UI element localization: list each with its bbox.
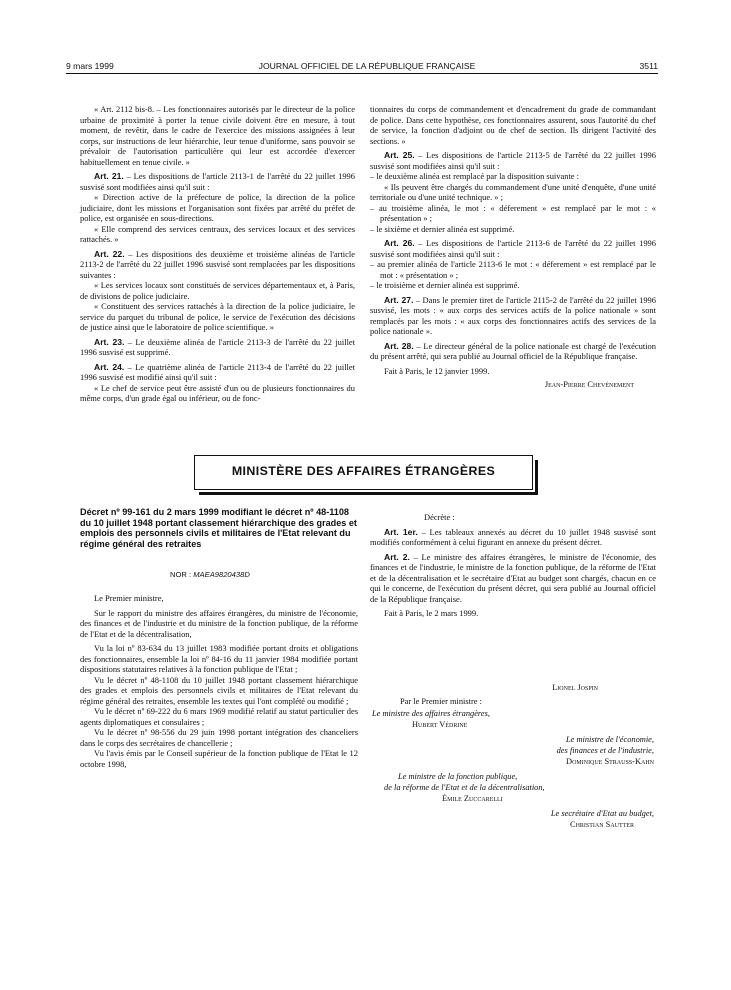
par-le-premier-ministre: Par le Premier ministre :: [400, 697, 482, 706]
ministry-heading-box: [194, 455, 533, 490]
header-journal-title: JOURNAL OFFICIEL DE LA RÉPUBLIQUE FRANÇAISE: [258, 61, 476, 71]
visa-paragraph: Vu le décret nº 98-556 du 29 juin 1998 portant intégration des chanceliers dans le corps des secrétaires de chancellerie ;: [80, 727, 358, 748]
header-rule: [66, 73, 658, 74]
article-text: – Les tableaux annexés au décret du 10 juillet 1948 susvisé sont modifiés conformément à celui figurant en annexe du présent décret.: [370, 526, 656, 547]
signature-strauss-kahn: Dominique Strauss-Kahn: [566, 757, 654, 766]
secretary-budget-title: Le secrétaire d'Etat au budget,: [550, 809, 654, 818]
article-label: Art. 1er.: [384, 526, 418, 537]
top-right-column: [370, 104, 656, 390]
header-date: 9 mars 1999: [66, 61, 114, 71]
list-item: – le sixième et dernier alinéa est supprimé.: [370, 224, 656, 235]
list-item: – le deuxième alinéa est remplacé par la disposition suivante :: [370, 171, 656, 182]
bottom-left-column: [80, 593, 358, 769]
article-label: Art. 28.: [384, 340, 414, 351]
minister-economy-title-line2: des finances et de l'industrie,: [556, 746, 654, 755]
visa-paragraph: Vu l'avis émis par le Conseil supérieur de la fonction publique de l'Etat le 12 octobre 1998,: [80, 748, 358, 769]
paragraph: tionnaires du corps de commandement et d'encadrement du grade de commandant de police. Dans cette hypothèse, ces fonctionnaires assurent, sous l'autorité du chef de service, la fonction d'adjoint ou de chef de section. Ils dirigent l'activité des sections. »: [370, 104, 656, 146]
paragraph: « Art. 2112 bis-8. – Les fonctionnaires autorisés par le directeur de la police urbaine de proximité à porter la tenue civile doivent être en mesure, à tout moment, de revêtir, dans le cadre de l'exercice des missions assignées à leur corps, sur instructions de leur hiérarchie, leur tenue d'uniforme, sans pouvoir se prévaloir de l'autorisation particulière qui leur est accordée d'exercer habituellement en tenue civile. »: [80, 104, 355, 167]
signature-vedrine: Hubert Védrine: [412, 720, 468, 729]
fait-a-paris-decree: Fait à Paris, le 2 mars 1999.: [384, 608, 479, 618]
article-text: – Les dispositions des deuxième et troisième alinéas de l'article 2113-2 de l'arrêté du 22 juillet 1996 susvisé sont remplacées par les dispositions suivantes :: [80, 248, 355, 280]
quote: « Les services locaux sont constitués de services départementaux et, à Paris, de divisions de police judiciaire.: [80, 280, 355, 301]
article-text: – Les dispositions de l'article 2113-6 de l'arrêté du 22 juillet 1996 susvisé sont modifiées ainsi qu'il suit :: [370, 238, 656, 259]
visa-paragraph: Vu le décret nº 69-222 du 6 mars 1969 modifié relatif au statut particulier des agents diplomatiques et consulaires ;: [80, 706, 358, 727]
quote: « Le chef de service peut être assisté d'un ou de plusieurs fonctionnaires du même corps, d'un grade égal ou inférieur, ou de fonc-: [80, 382, 355, 403]
article-text: – Les dispositions de l'article 2113-5 de l'arrêté du 22 juillet 1996 susvisé sont modifiées ainsi qu'il suit :: [370, 150, 656, 171]
quote: « Direction active de la préfecture de police, la direction de la police judiciaire, dont les missions et l'organisation sont fixées par arrêté du préfet de police, est organisée en sous-directions.: [80, 192, 355, 223]
minister-economy-title-line1: Le ministre de l'économie,: [565, 735, 654, 744]
signature-chevenement: Jean-Pierre Chevènement: [544, 379, 634, 389]
article-text: – Le ministre des affaires étrangères, le ministre de l'économie, des finances et de l'industrie, le ministre de la fonction publique, de la réforme de l'Etat et de la décentralisation et le secrétaire d'Etat au budget sont chargés, chacun en ce qui le concerne, de l'exécution du présent décret, qui sera publié au Journal officiel de la République française.: [370, 551, 656, 604]
visa-paragraph: Vu le décret nº 48-1108 du 10 juillet 1948 portant classement hiérarchique des grades et emplois des personnels civils et militaires de l'Etat relevant du régime général des retraites, ensemble les textes qui l'ont complété ou modifié ;: [80, 674, 358, 706]
decree-article-1: [370, 527, 656, 548]
visa-paragraph: Vu la loi nº 83-634 du 13 juillet 1983 modifiée portant droits et obligations des fonctionnaires, ensemble la loi nº 84-16 du 11 janvier 1984 modifiée portant dispositions statutaires relatives à la fonction publique de l'Etat ;: [80, 643, 358, 674]
header-page-number: 3511: [639, 61, 658, 71]
minister-civil-service-title-line1: Le ministre de la fonction publique,: [398, 772, 518, 781]
nor-reference: [170, 570, 250, 579]
article-label: Art. 22.: [94, 248, 125, 259]
article-text: – Le quatrième alinéa de l'article 2113-4 de l'arrêté du 22 juillet 1996 susvisé est modifié ainsi qu'il suit :: [80, 361, 355, 382]
article-text: – Dans le premier tiret de l'article 2115-2 de l'arrêté du 22 juillet 1996 susvisé, les mots : « aux corps des services actifs de la police nationale » sont remplacés par les mots : « aux corps des fonctionnaires actifs des services de la police nationale ».: [370, 294, 656, 336]
decree-title: Décret nº 99-161 du 2 mars 1999 modifiant le décret nº 48-1108 du 10 juillet 1948 portant classement hiérarchique des grades et emplois des personnels civils et militaires de l'Etat relevant du régime général des retraites: [80, 507, 357, 550]
article-27: [370, 295, 656, 337]
visa-paragraph: Sur le rapport du ministre des affaires étrangères, du ministre de l'économie, des finances et de l'industrie et du ministre de la fonction publique, de la réforme de l'Etat et de la décentralisation,: [80, 607, 358, 639]
quote: « Constituent des services rattachés à la direction de la police judiciaire, le service du parquet du tribunal de police, le service de l'exécution des décisions de justice ainsi que le laboratoire de police scientifique. »: [80, 301, 355, 332]
article-25: [370, 150, 656, 171]
bottom-right-column: [370, 512, 656, 619]
article-label: Art. 27.: [384, 294, 414, 305]
top-left-column: [80, 104, 355, 404]
signature-sautter: Christian Sautter: [570, 820, 634, 829]
article-23: [80, 337, 355, 358]
quote: « Ils peuvent être chargés du commandement d'une unité d'enquête, d'une unité territoriale ou d'une unité technique. » ;: [370, 181, 656, 202]
fait-a-paris: Fait à Paris, le 12 janvier 1999.: [384, 365, 490, 376]
article-label: Art. 24.: [94, 361, 125, 372]
decree-article-2: [370, 552, 656, 605]
article-26: [370, 238, 656, 259]
signature-zuccarelli: Émile Zuccarelli: [442, 794, 503, 803]
article-label: Art. 26.: [384, 238, 415, 248]
article-text: – Le deuxième alinéa de l'article 2113-3 de l'arrêté du 22 juillet 1996 susvisé est supprimé.: [80, 336, 356, 357]
nor-label: NOR :: [170, 570, 192, 579]
signature-jospin: Lionel Jospin: [552, 683, 598, 692]
minister-foreign-affairs-title: Le ministre des affaires étrangères,: [372, 709, 490, 718]
article-28: [370, 341, 656, 362]
list-item: – au premier alinéa de l'article 2113-6 le mot : « déferement » est remplacé par le mot : « présentation » ;: [370, 259, 656, 280]
premier-ministre: Le Premier ministre,: [94, 593, 164, 603]
list-item: – au troisième alinéa, le mot : « déferement » est remplacé par le mot : « présentation » ;: [370, 203, 656, 224]
article-text: – Le directeur général de la police nationale est chargé de l'exécution du présent arrêté, qui sera publié au Journal officiel de la République française.: [370, 340, 656, 361]
list-item: – le troisième et dernier alinéa est supprimé.: [370, 280, 656, 291]
article-label: Art. 23.: [94, 336, 125, 347]
article-24: [80, 362, 355, 383]
article-label: Art. 25.: [384, 150, 415, 160]
quote: « Elle comprend des services centraux, des services locaux et des services rattachés. »: [80, 223, 355, 244]
article-label: Art. 21.: [94, 171, 124, 181]
article-text: – Les dispositions de l'article 2113-1 de l'arrêté du 22 juillet 1996 susvisé sont modifiées ainsi qu'il suit :: [80, 171, 355, 192]
article-label: Art. 2.: [384, 551, 410, 562]
nor-code: MAEA9820438D: [193, 570, 250, 579]
ministry-heading: MINISTÈRE DES AFFAIRES ÉTRANGÈRES: [231, 464, 496, 478]
article-22: [80, 249, 355, 281]
article-21: [80, 171, 355, 192]
minister-civil-service-title-line2: de la réforme de l'Etat et de la décentralisation,: [384, 783, 545, 792]
decrete: Décrète :: [424, 512, 455, 522]
